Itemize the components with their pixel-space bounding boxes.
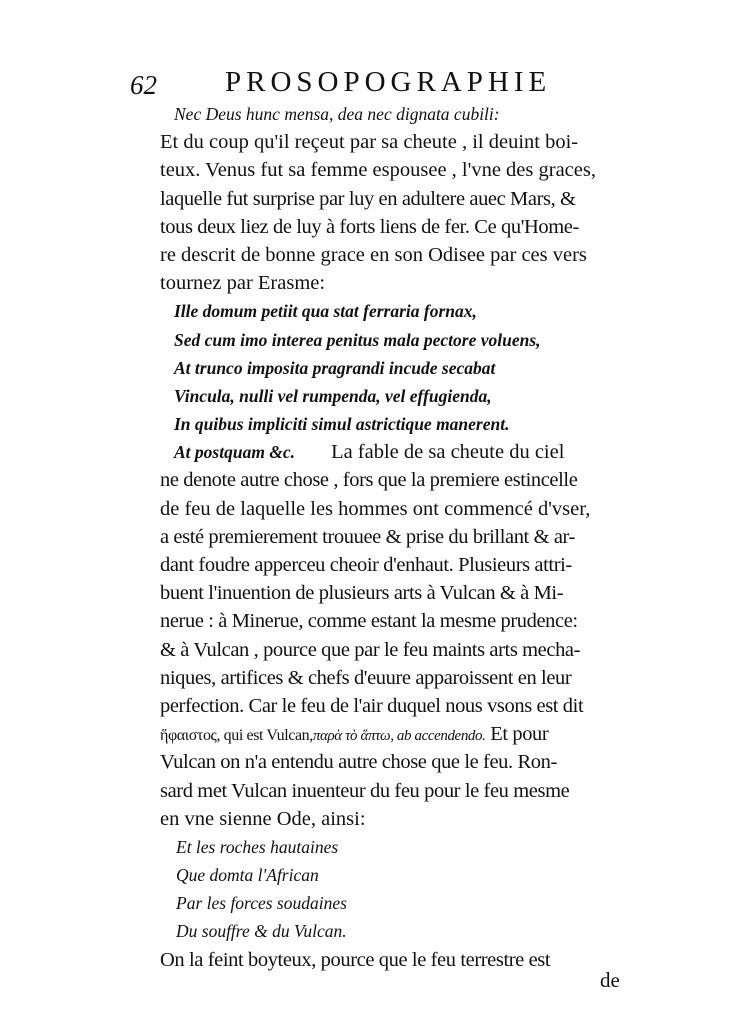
page-number: 62 <box>130 70 157 100</box>
latin-etc: At postquam &c. <box>174 442 296 463</box>
french-verse-line: Que domta l'African <box>176 865 319 886</box>
text-line: en vne sienne Ode, ainsi: <box>160 807 366 830</box>
text-line: re descrit de bonne grace en son Odisee par ces vers <box>160 243 587 266</box>
catchword: de <box>600 968 620 992</box>
text-line: ne denote autre chose , fors que la premiere estincelle <box>160 469 578 492</box>
text-line: On la feint boyteux, pource que le feu terrestre est <box>160 948 551 971</box>
french-verse-line: Et les roches hautaines <box>176 836 339 857</box>
text-line: tous deux liez de luy à forts liens de fer. Ce qu'Home- <box>160 215 579 238</box>
text-line: sard met Vulcan inuenteur du feu pour le feu mesme <box>160 779 570 802</box>
text-run: La fable de sa cheute du ciel <box>331 441 565 464</box>
greek-word: ἥφαιστος, qui est Vulcan, <box>160 727 313 745</box>
text-line: Vulcan on n'a entendu autre chose que le feu. Ron- <box>160 751 557 774</box>
text-line: perfection. Car le feu de l'air duquel nous vsons est dit <box>160 694 584 717</box>
latin-verse-line: Nec Deus hunc mensa, dea nec dignata cubili: <box>174 104 500 124</box>
text-line: buent l'inuention de plusieurs arts à Vulcan & à Mi- <box>160 582 564 605</box>
text-line: nerue : à Minerue, comme estant la mesme prudence: <box>160 610 578 633</box>
running-title: PROSOPOGRAPHIE <box>225 66 552 98</box>
text-line <box>160 720 640 748</box>
text-line: tournez par Erasme: <box>160 272 326 295</box>
french-verse-line: Par les forces soudaines <box>176 893 347 914</box>
latin-verse-line: Sed cum imo interea penitus mala pectore voluens, <box>174 329 541 350</box>
text-block <box>160 100 640 974</box>
text-line: de feu de laquelle les hommes ont commencé d'vser, <box>160 497 591 520</box>
text-line: dant foudre apperceu cheoir d'enhaut. Plusieurs attri- <box>160 554 572 576</box>
text-line: Et du coup qu'il reçeut par sa cheute , il deuint boi- <box>160 131 579 154</box>
text-line: teux. Venus fut sa femme espousee , l'vne des graces, <box>160 159 596 182</box>
text-line: laquelle fut surprise par luy en adultere auec Mars, & <box>160 187 576 210</box>
latin-verse-line: At trunco imposita pragrandi incude secabat <box>174 357 496 378</box>
latin-verse-line: Ille domum petiit qua stat ferraria fornax, <box>174 301 477 322</box>
greek-latin-gloss: παρὰ τὸ ἅπτω, ab accendendo. <box>312 728 486 745</box>
latin-verse-line: In quibus impliciti simul astrictique manerent. <box>174 414 510 435</box>
text-run: Et pour <box>490 723 549 746</box>
text-line: a esté premierement trouuee & prise du brillant & ar- <box>160 525 575 548</box>
latin-verse-line: Vincula, nulli vel rumpenda, vel effugienda, <box>174 385 492 406</box>
text-line <box>160 438 640 466</box>
french-verse-line: Du souffre & du Vulcan. <box>176 921 347 942</box>
text-line: & à Vulcan , pource que par le feu maints arts mecha- <box>160 638 581 661</box>
text-line: niques, artifices & chefs d'euure apparoissent en leur <box>160 666 572 689</box>
